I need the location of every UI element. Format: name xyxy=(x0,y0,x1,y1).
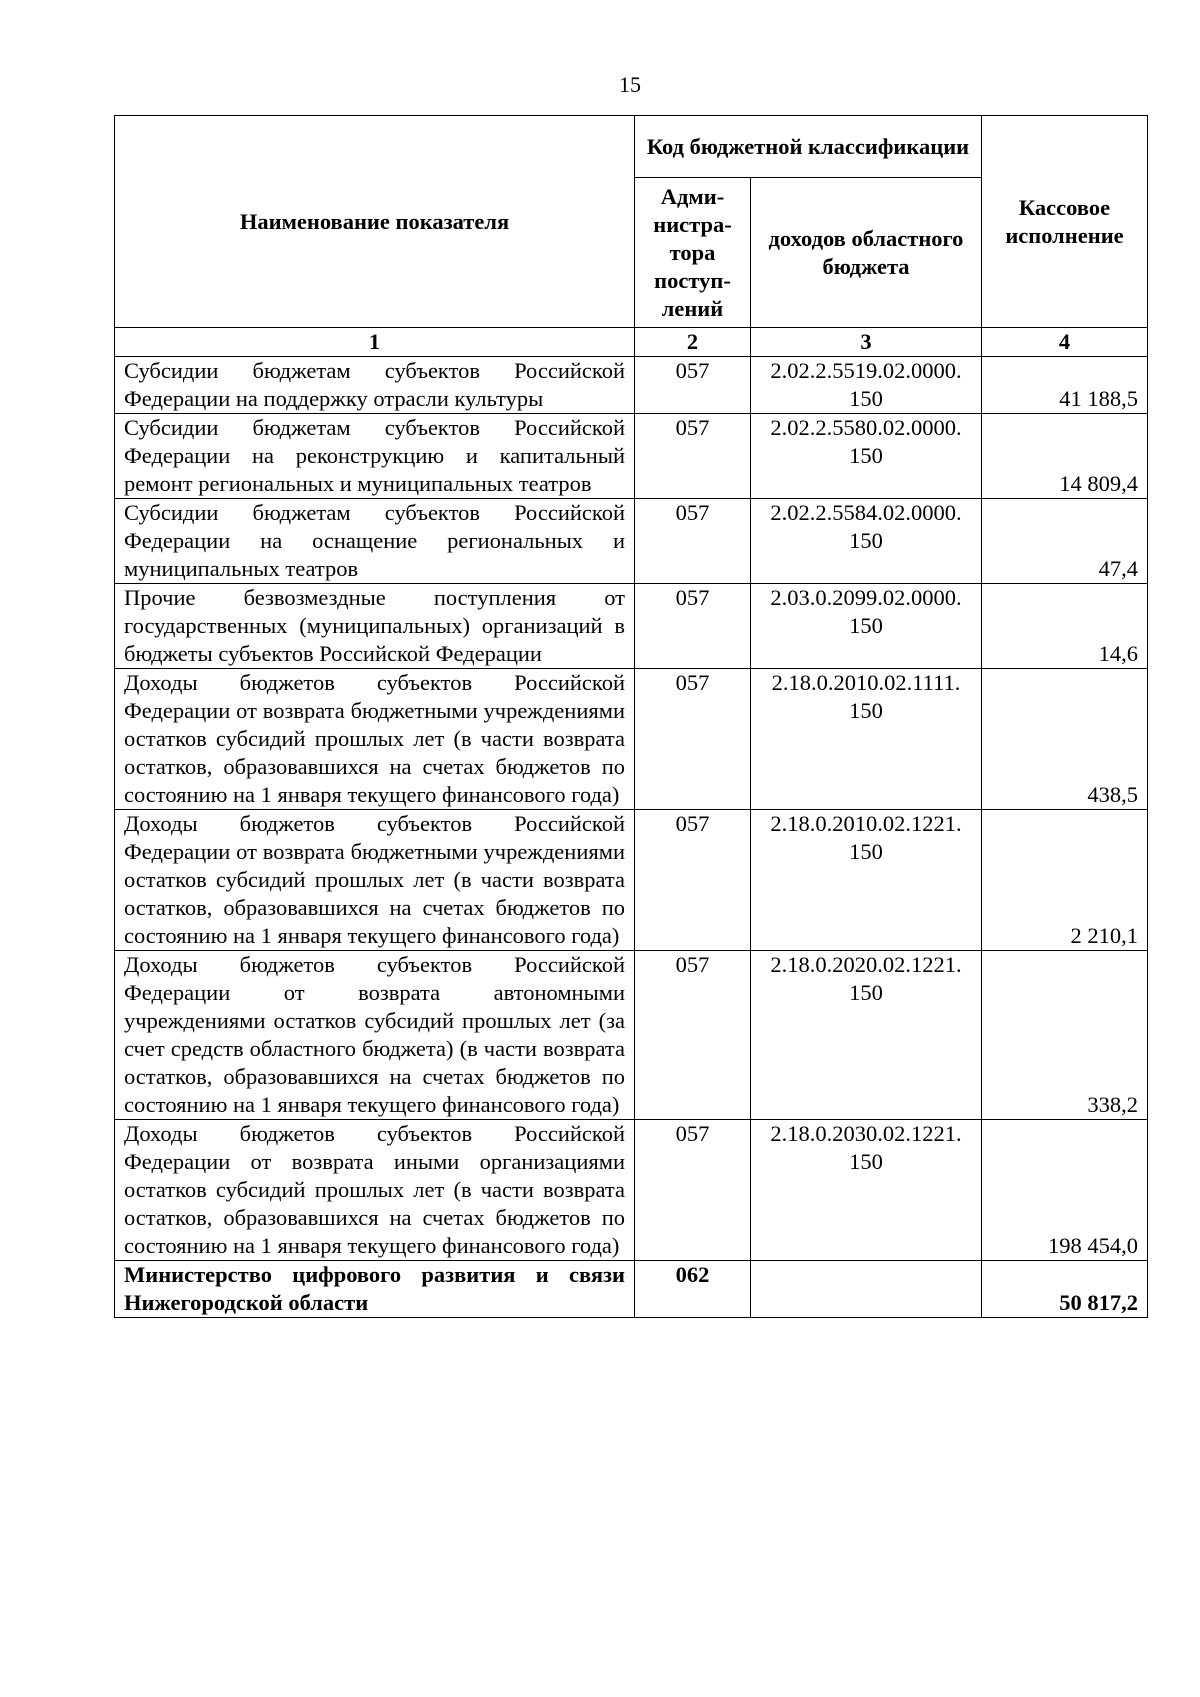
total-code xyxy=(751,1261,982,1318)
row-admin: 057 xyxy=(635,951,751,1120)
header-row-top xyxy=(115,116,1148,178)
row-name: Доходы бюджетов субъектов Российской Федерации от возврата автономными учреждениями остатков субсидий прошлых лет (за счет средств областного бюджета) (в части возврата остатков, образовавшихся на счетах бюджетов по состоянию на 1 января текущего финансового года) xyxy=(115,951,635,1120)
row-code: 2.02.2.5584.02.0000. 150 xyxy=(751,499,982,584)
row-name: Субсидии бюджетам субъектов Российской Федерации на оснащение региональных и муниципальных театров xyxy=(115,499,635,584)
header-amount: Кассовое исполнение xyxy=(982,116,1148,328)
column-number: 1 xyxy=(115,328,635,357)
row-admin: 057 xyxy=(635,584,751,669)
row-amount: 2 210,1 xyxy=(982,810,1148,951)
row-code: 2.18.0.2030.02.1221. 150 xyxy=(751,1120,982,1261)
table-row xyxy=(115,1120,1148,1261)
page-number: 15 xyxy=(619,72,641,97)
header-code-group: Код бюджетной классификации xyxy=(635,116,982,178)
header-admin: Адми-нистра-тора поступ-лений xyxy=(635,178,751,328)
column-number: 3 xyxy=(751,328,982,357)
row-amount: 14,6 xyxy=(982,584,1148,669)
total-row xyxy=(115,1261,1148,1318)
row-amount: 198 454,0 xyxy=(982,1120,1148,1261)
column-number: 4 xyxy=(982,328,1148,357)
row-admin: 057 xyxy=(635,414,751,499)
row-name: Субсидии бюджетам субъектов Российской Федерации на реконструкцию и капитальный ремонт региональных и муниципальных театров xyxy=(115,414,635,499)
total-name: Министерство цифрового развития и связи Нижегородской области xyxy=(115,1261,635,1318)
total-amount: 50 817,2 xyxy=(982,1261,1148,1318)
table-row xyxy=(115,810,1148,951)
row-amount: 14 809,4 xyxy=(982,414,1148,499)
row-code: 2.18.0.2020.02.1221. 150 xyxy=(751,951,982,1120)
row-code: 2.02.2.5519.02.0000. 150 xyxy=(751,357,982,414)
header-income: доходов областного бюджета xyxy=(751,178,982,328)
header-name: Наименование показателя xyxy=(115,116,635,328)
row-name: Прочие безвозмездные поступления от государственных (муниципальных) организаций в бюджеты субъектов Российской Федерации xyxy=(115,584,635,669)
row-name: Доходы бюджетов субъектов Российской Федерации от возврата иными организациями остатков субсидий прошлых лет (в части возврата остатков, образовавшихся на счетах бюджетов по состоянию на 1 января текущего финансового года) xyxy=(115,1120,635,1261)
row-name: Доходы бюджетов субъектов Российской Федерации от возврата бюджетными учреждениями остатков субсидий прошлых лет (в части возврата остатков, образовавшихся на счетах бюджетов по состоянию на 1 января текущего финансового года) xyxy=(115,810,635,951)
table-row xyxy=(115,669,1148,810)
row-code: 2.03.0.2099.02.0000. 150 xyxy=(751,584,982,669)
row-admin: 057 xyxy=(635,499,751,584)
table-row xyxy=(115,414,1148,499)
row-amount: 338,2 xyxy=(982,951,1148,1120)
table-row xyxy=(115,499,1148,584)
row-amount: 438,5 xyxy=(982,669,1148,810)
column-number: 2 xyxy=(635,328,751,357)
row-admin: 057 xyxy=(635,1120,751,1261)
table-row xyxy=(115,357,1148,414)
row-name: Доходы бюджетов субъектов Российской Федерации от возврата бюджетными учреждениями остатков субсидий прошлых лет (в части возврата остатков, образовавшихся на счетах бюджетов по состоянию на 1 января текущего финансового года) xyxy=(115,669,635,810)
row-name: Субсидии бюджетам субъектов Российской Федерации на поддержку отрасли культуры xyxy=(115,357,635,414)
row-code: 2.02.2.5580.02.0000. 150 xyxy=(751,414,982,499)
row-admin: 057 xyxy=(635,669,751,810)
row-amount: 41 188,5 xyxy=(982,357,1148,414)
table-row xyxy=(115,584,1148,669)
row-admin: 057 xyxy=(635,357,751,414)
row-code: 2.18.0.2010.02.1221. 150 xyxy=(751,810,982,951)
table-row xyxy=(115,951,1148,1120)
row-code: 2.18.0.2010.02.1111. 150 xyxy=(751,669,982,810)
row-admin: 057 xyxy=(635,810,751,951)
budget-table xyxy=(114,115,1148,1318)
row-amount: 47,4 xyxy=(982,499,1148,584)
total-admin: 062 xyxy=(635,1261,751,1318)
column-number-row xyxy=(115,328,1148,357)
